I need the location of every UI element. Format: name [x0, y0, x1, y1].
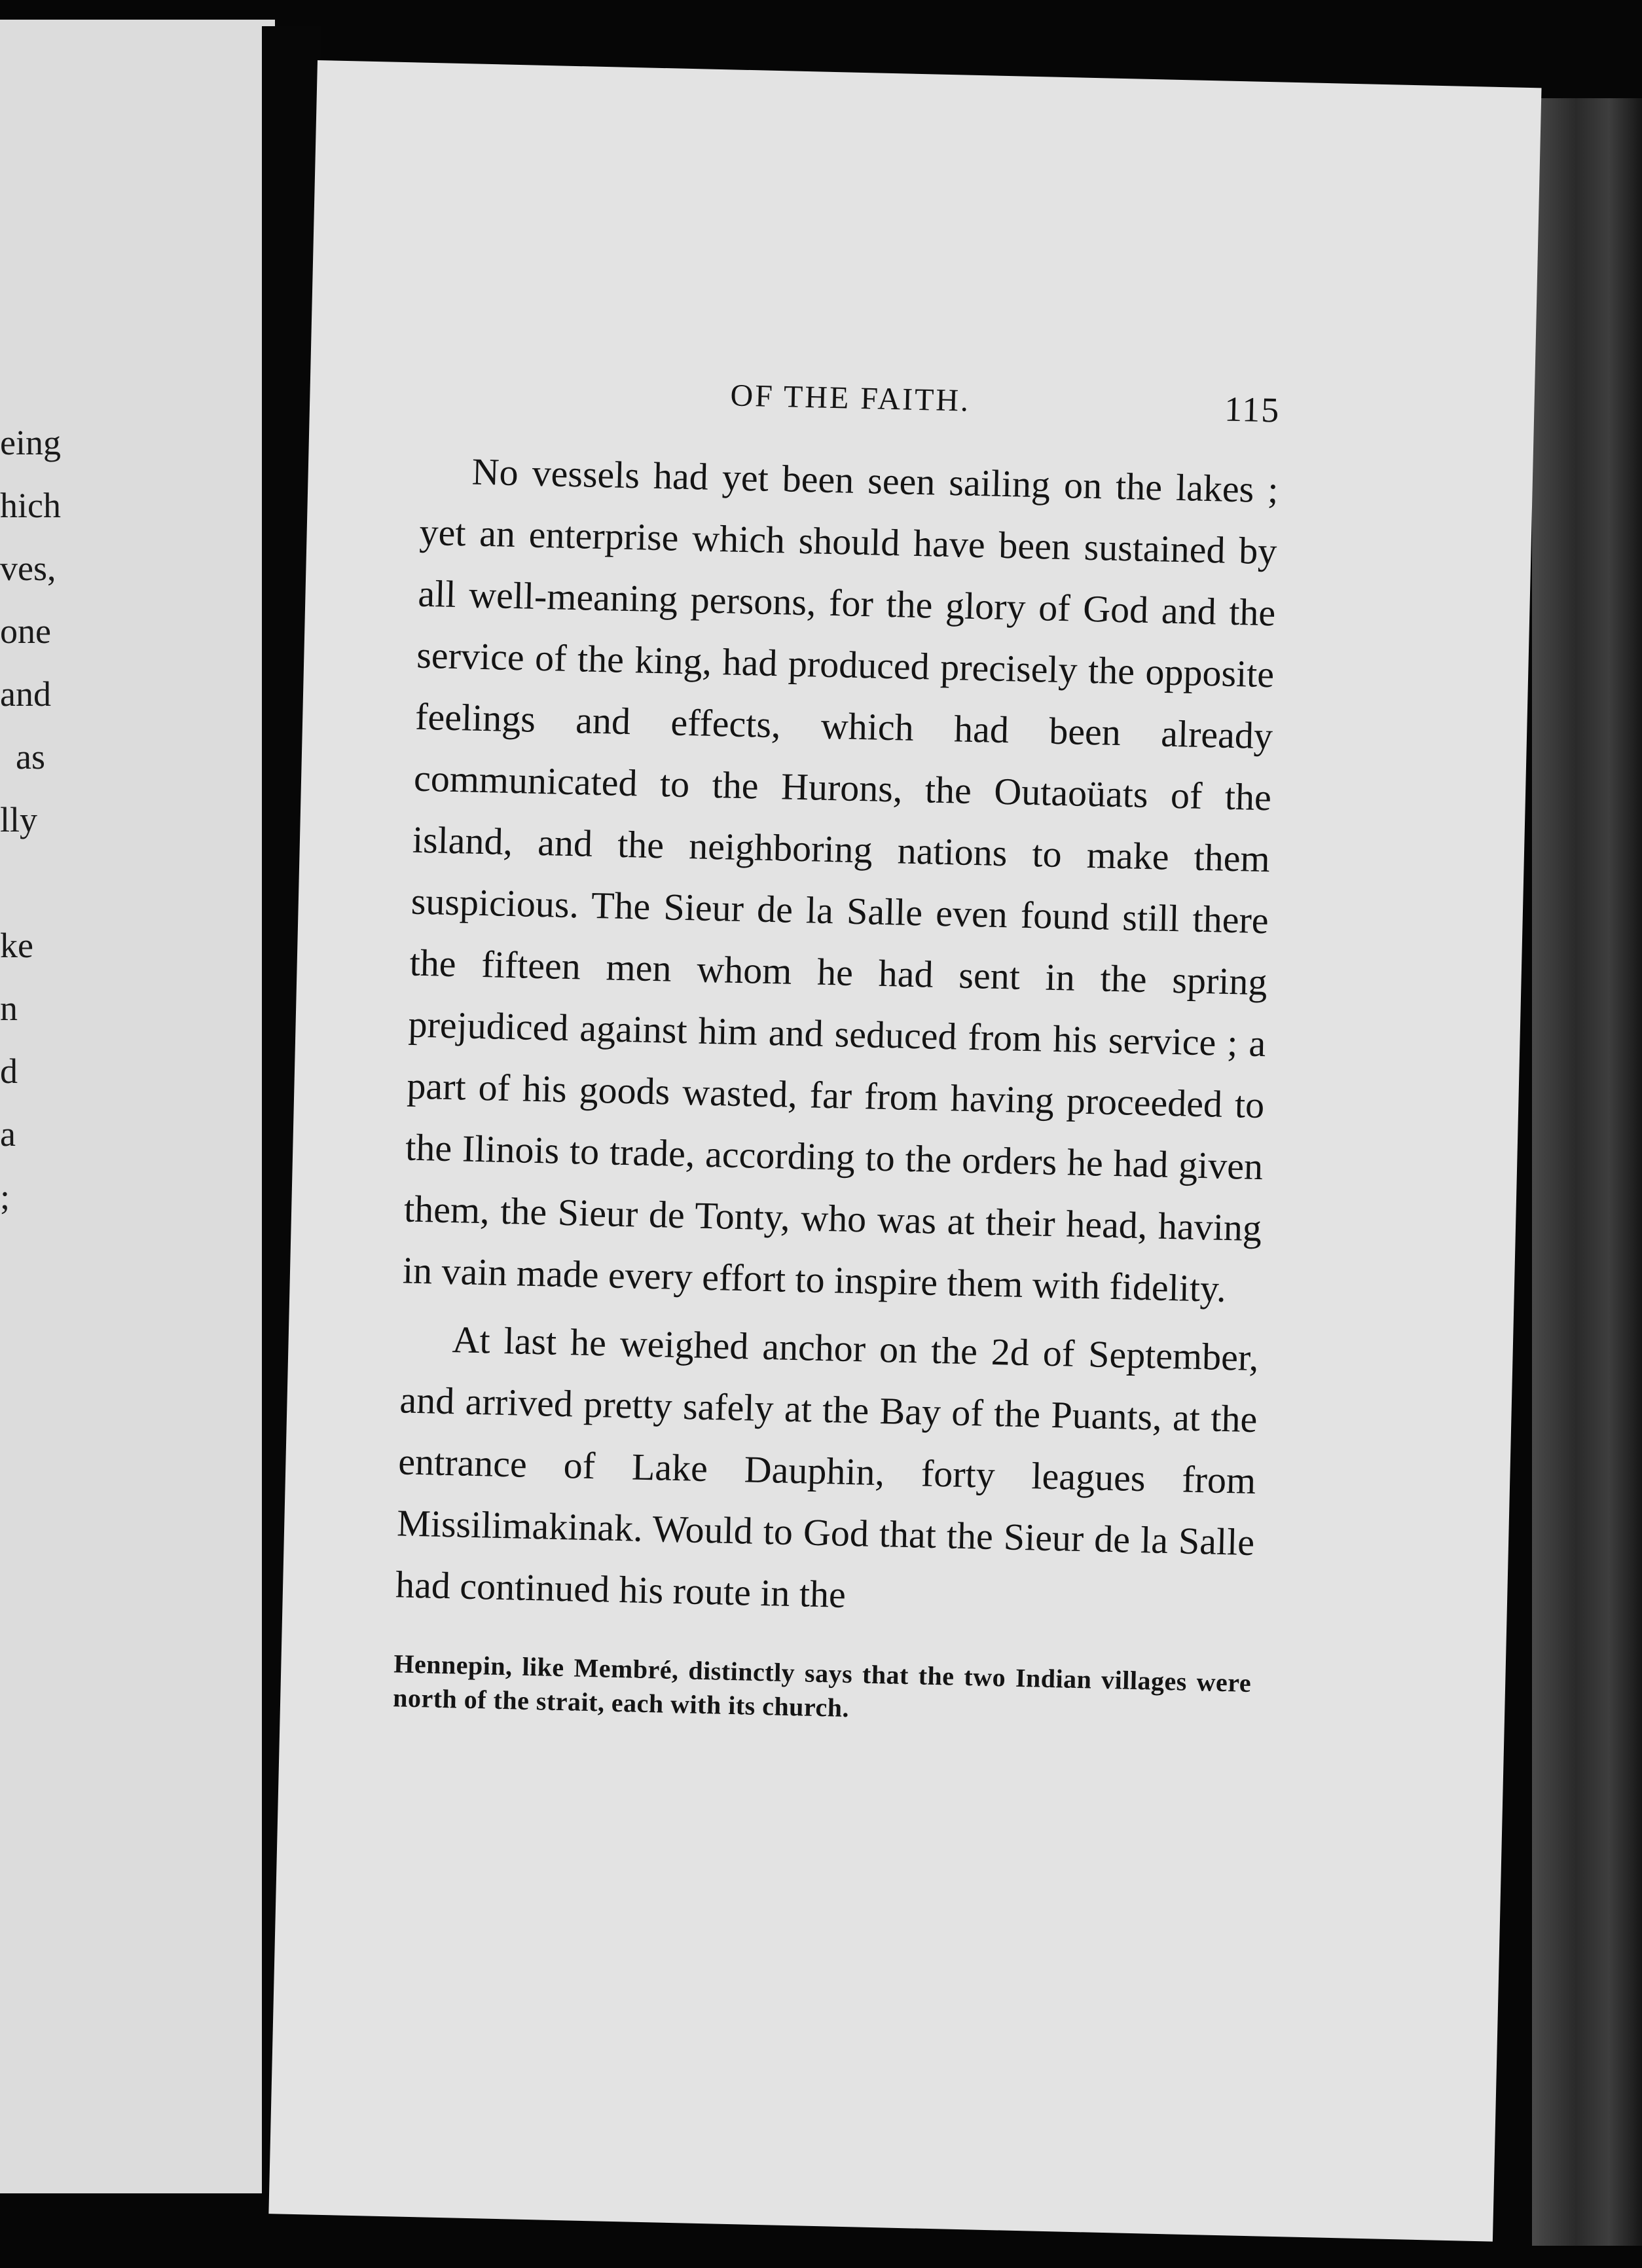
left-line: a: [0, 1114, 16, 1154]
left-line: one: [0, 612, 51, 651]
running-head: [422, 371, 1280, 443]
footnote: Hennepin, like Membré, distinctly says that the two Indian villages were north of the strait, each with its church.: [392, 1649, 1252, 1723]
left-line: as: [16, 737, 45, 777]
left-line: ;: [0, 1177, 10, 1216]
left-line: n: [0, 989, 18, 1028]
page-edge: [1532, 98, 1642, 2246]
right-page: [268, 60, 1541, 2242]
running-head-title: OF THE FAITH.: [729, 378, 971, 418]
left-line: ves,: [0, 549, 56, 588]
left-page: [0, 20, 275, 2193]
paragraph: No vessels had yet been seen sailing on the lakes ; yet an enterprise which should have been sustained by all well-meaning persons, for the glory of God and the service of the king, had produced precisely the opposite feelings and effects, which had been already communicated to the Hurons, the Outaoüats of the island, and the neighboring nations to make them suspicious. The Sieur de la Salle even found still there the fifteen men whom he had sent in the spring prejudiced against him and seduced from his service ; a part of his goods wasted, far from having proceeded to the Ilinois to trade, according to the orders he had given them, the Sieur de Tonty, who was at their head, having in vain made every effort to inspire them with fidelity.: [402, 450, 1279, 1310]
left-line: hich: [0, 486, 61, 525]
left-line: ke: [0, 926, 33, 965]
left-line: and: [0, 674, 51, 714]
left-line: eing: [0, 423, 61, 462]
body-text: [395, 440, 1279, 1635]
text-block: [393, 371, 1281, 1734]
paragraph: At last he weighed anchor on the 2d of September, and arrived pretty safely at the Bay of the Puants, at the entrance of Lake Dauphin, forty leagues from Missilimakinak. Would to God that the Sieur de la Salle had continued his route in the: [395, 1318, 1260, 1616]
left-line: lly: [0, 800, 38, 839]
left-line: d: [0, 1052, 18, 1091]
page-number: 115: [1224, 389, 1281, 430]
